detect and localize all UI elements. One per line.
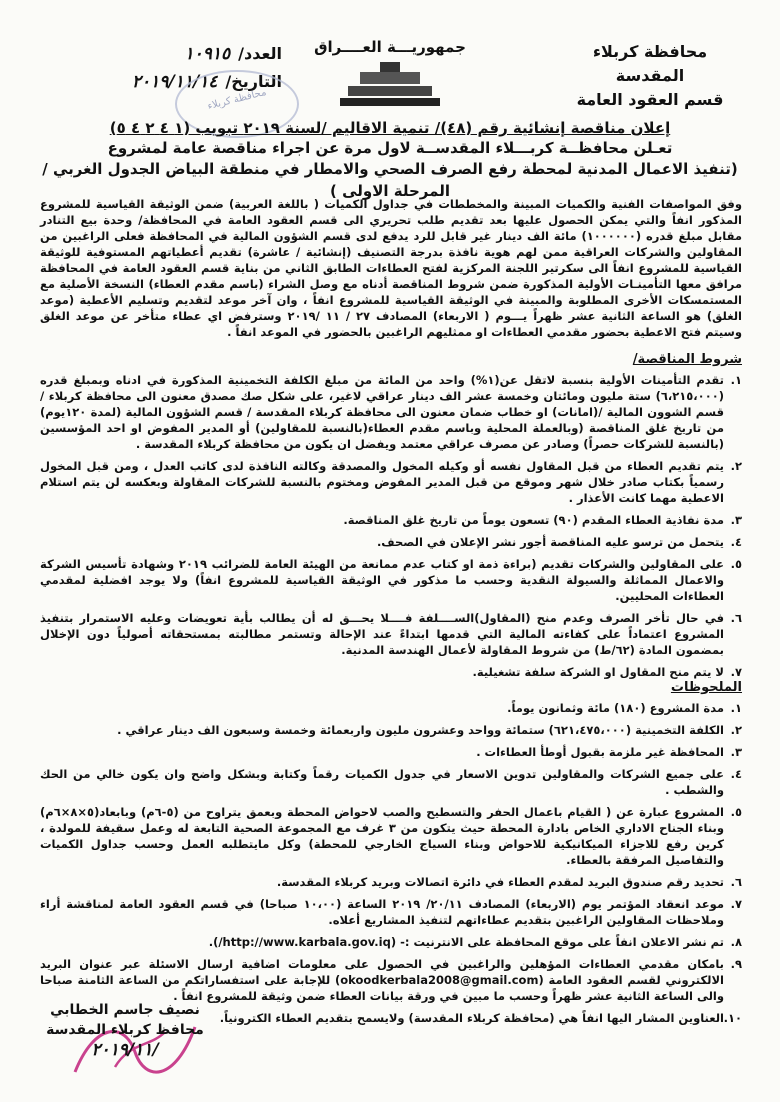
list-item: ٣. المحافظة غير ملزمة بقبول أوطأ العطاءات . [476, 745, 742, 759]
list-item: ٢. يتم تقديم العطاء من قبل المقاول نفسه أو وكيله المخول والمصدقة وكالته النافذة لدى كاتب العدل ، ومن قبل المخول رسمياً بكتاب صادر خلال شهر وموقع من قبل المدير المفوض ومختوم بالنسبة للشركات المقاولة وبعكسه لن يتم استلام الاعطية مهما كانت الأعذار . [40, 459, 742, 505]
list-item: ٥. على المقاولين والشركات تقديم (براءة ذمة او كتاب عدم ممانعة من الهيئة العامة للضرائب ٢٠١٩ وشهادة تأسيس الشركة والاعمال المماثلة والسيولة النقدية وحسب ما مذكور في الوثيقة القياسية للمشروع انفاً) ولا يوجد افضلية لمقدمي العطاءات المحليين. [40, 557, 742, 603]
list-item: ٧. لا يتم منح المقاول او الشركة سلفة تشغيلية. [472, 665, 742, 679]
date-value: ٢٠١٩/١١/١٤ [131, 72, 218, 92]
stamp-text: محافظة كربلاء [206, 86, 268, 113]
list-item: ٢. الكلفة التخمينية (٦٢١،٤٧٥،٠٠٠) ستمائة وواحد وعشرون مليون واربعمائة وخمسة وسبعون الف دينار عراقي . [117, 723, 742, 737]
list-item: ٩. بامكان مقدمي العطاءات المؤهلين والراغبين في الحصول على معلومات اضافية ارسال الاسئلة عبر عنوان البريد الالكتروني لقسم العقود العامة (okoodkerbala2008@gmail.com) للإجابة على استفساراتكم من الساعة الثامنة صباحا والى الساعة الثانية عشر ظهراً وحسب ما مبين في ورقة بيانات العطاء ضمن وثيقة للمشروع انفاً . [40, 957, 742, 1003]
list-item: ٦. في حال تأخر الصرف وعدم منح (المقاول)الســــلفة فــــلا يحـــق له أن يطالب بأية تعويضات وعليه الاستمرار بتنفيذ المشروع اعتماداً على كفاءته المالية التي قدمها ابتداءً عند الإحالة وتستمر مطالبته بمستحقاته أصولياً دون الإخلال بمضمون المادة (٦٢/ط) من شروط المقاولة لأعمال الهندسة المدنية. [40, 611, 742, 657]
list-item: ٥. المشروع عبارة عن ( القيام باعمال الحفر والتسطيح والصب لاحواض المحطة وبعمق يتراوح من (٥-٦م) وبابعاد(٥×٨×٦م) وبناء الجناح الاداري الخاص بادارة المحطة حيث يتكون من ٣ غرف مع المجموعة الصحية التابعة له وعمل سقيفة للمولدة ، كرين رفع للاجزاء الميكانيكية للاحواض وبناء السياج الخارجي للمحطة) وكل مايتطلبه العمل وحسب جداول الكميات والتفاصيل المرفقة بالعطاء. [40, 805, 742, 867]
signatory-title: محافظ كربلاء المقدسة [46, 1022, 204, 1038]
list-item: ٦. تحديد رقم صندوق البريد لمقدم العطاء في دائرة اتصالات وبريد كربلاء المقدسة. [276, 875, 742, 889]
issuer-block [560, 40, 740, 112]
notes-list [40, 700, 742, 1032]
announcement-subtitle: تعـلن محافظــة كربـــلاء المقدســة لاول مرة عن اجراء مناقصة عامة لمشروع [107, 139, 673, 157]
iraq-emblem-icon [330, 58, 450, 113]
number-label: العدد/ [238, 44, 282, 63]
notes-heading: الملحوظات [670, 680, 742, 695]
list-item: ٧. موعد انعقاد المؤتمر يوم (الاربعاء) المصادف ٢٠/١١/ ٢٠١٩ الساعة (١٠،٠٠ صباحا) في قسم العقود العامة لمناقشة أراء وملاحظات المقاولين الراغبين بتقديم عطاءاتهم لتنفيذ المشاريع أعلاه. [40, 897, 742, 927]
signature-block [40, 1000, 210, 1060]
list-item: ٣. مدة نفاذية العطاء المقدم (٩٠) تسعون يوماً من تاريخ غلق المناقصة. [343, 513, 742, 527]
signatory-name: نصيف جاسم الخطابي [50, 1002, 200, 1018]
number-value: ١٠٩١٥ [184, 44, 231, 64]
governorate-name: محافظة كربلاء المقدسة [592, 42, 708, 85]
country-name: جمهوريـــة العــــراق [314, 38, 466, 56]
list-item: ٤. يتحمل من ترسو عليه المناقصة أجور نشر الإعلان في الصحف. [376, 535, 742, 549]
list-item: ١. مدة المشروع (١٨٠) مائة وثمانون يوماً. [507, 701, 742, 715]
list-item: ٤. على جميع الشركات والمقاولين تدوين الاسعار في جدول الكميات رقماً وكتابة وبشكل واضح وان يكون خالي من الحك والشطب . [40, 767, 742, 797]
list-item: ١. تقدم التأمينات الأولية بنسبة لاتقل عن(١%) واحد من المائة من مبلغ الكلفة التخمينية المذكورة في ادناه وبمبلغ قدره (٦،٢١٥،٠٠٠) ستة مليون ومائتان وخمسة عشر الف دينار عراقي لاغير، على شكل صك مصدق معنون الى محافظة كربلاء / قسم الشوون المالية /(امانات) او خطاب ضمان معنون الى محافظة كربلاء المقدسة / قسم الشؤون المالية (لمدة ١٢٠يوم) من تاريخ غلق المناقصة (وبالعملة المحلية وباسم مقدم العطاء(بالنسبة للمقاولين) أو المدير المفوض او احد المؤسسين (بالنسبة للشركات حصراً) وصادر عن مصرف عراقي معتمد ويفضل ان يكون من محافظة كربلاء المقدسة . [40, 373, 742, 451]
announcement-titles [40, 118, 740, 202]
list-item: ١٠. العناوين المشار اليها انفاً هي (محافظة كربلاء المقدسة) ولايسمح بتقديم العطاء الكترونياً. [219, 1011, 742, 1025]
department-name: قسم العقود العامة [576, 90, 724, 109]
project-name: (تنفيذ الاعمال المدنية لمحطة رفع الصرف الصحي والامطار في منطقة البياض الجدول الغربي / المرحلة الاولى ) [42, 160, 738, 200]
list-item: ٨. تم نشر الاعلان انفاً على موقع المحافظة على الانترنيت :- (http://www.karbala.gov.iq/). [208, 935, 742, 949]
conditions-heading: شروط المناقصة/ [632, 352, 742, 367]
date-label: التاريخ/ [225, 72, 282, 91]
signature-date: ٢٠١٩/١١/ [91, 1040, 159, 1060]
announcement-title: إعلان مناقصة إنشائية رقم (٤٨)/ تنمية الاقاليم /لسنة ٢٠١٩ تبويب (١ ٤ ٢ ٤ ٥) [109, 119, 671, 137]
conditions-list [40, 372, 742, 686]
intro-paragraph: وفق المواصفات الفنية والكميات المبينة والمخططات في جداول الكميات ( باللغة العربية) ضمن الوثيقة القياسية للمشروع المذكور انفاً والتي يمكن الحصول عليها بعد تقديم طلب تحريري الى قسم العقود العامة في المحافظة/ وحدة بيع التنادر مقابل مبلغ قدره (١٠٠٠٠٠٠) مائة الف دينار غير قابل للرد يدفع لدى قسم الشؤون المالية في المحافظة فعلى الراغبين من المقاولين والشركات العراقية ممن لهم هوية نافذة بدرجة التصنيف (إنشائية / عاشرة) تقديم أعطياتهم المستوفية للوثيقة القياسية للمشروع انفاً الى سكرتير اللجنة المركزية لفتح العطاءات الطابق الثاني من بناية قسم العقود العامة في المحافظة مرافق معها التأمينـات الأولية المذكورة ضمن شروط المناقصة أدناه مع وصل الشراء (باسم مقدم العطاء) النسخة الأصلية مع المستمسكات الأخرى المطلوبة والمبينة في الوثيقة القياسية للمشروع انفاً ، وان آخر موعد لتقديم وتسليم الأعطية (موعد الغلق) هو الساعة الثانية عشر ظهراً يـــوم ( الاربعاء) المصادف ٢٧ / ١١ /٢٠١٩ وسترفض اي عطاء متأخر عن موعد الغلق وسيتم فتح الاعطية بحضور مقدمي العطاءات او ممثليهم الراغبين بالحضور في الموعد انفاً . [40, 197, 743, 339]
